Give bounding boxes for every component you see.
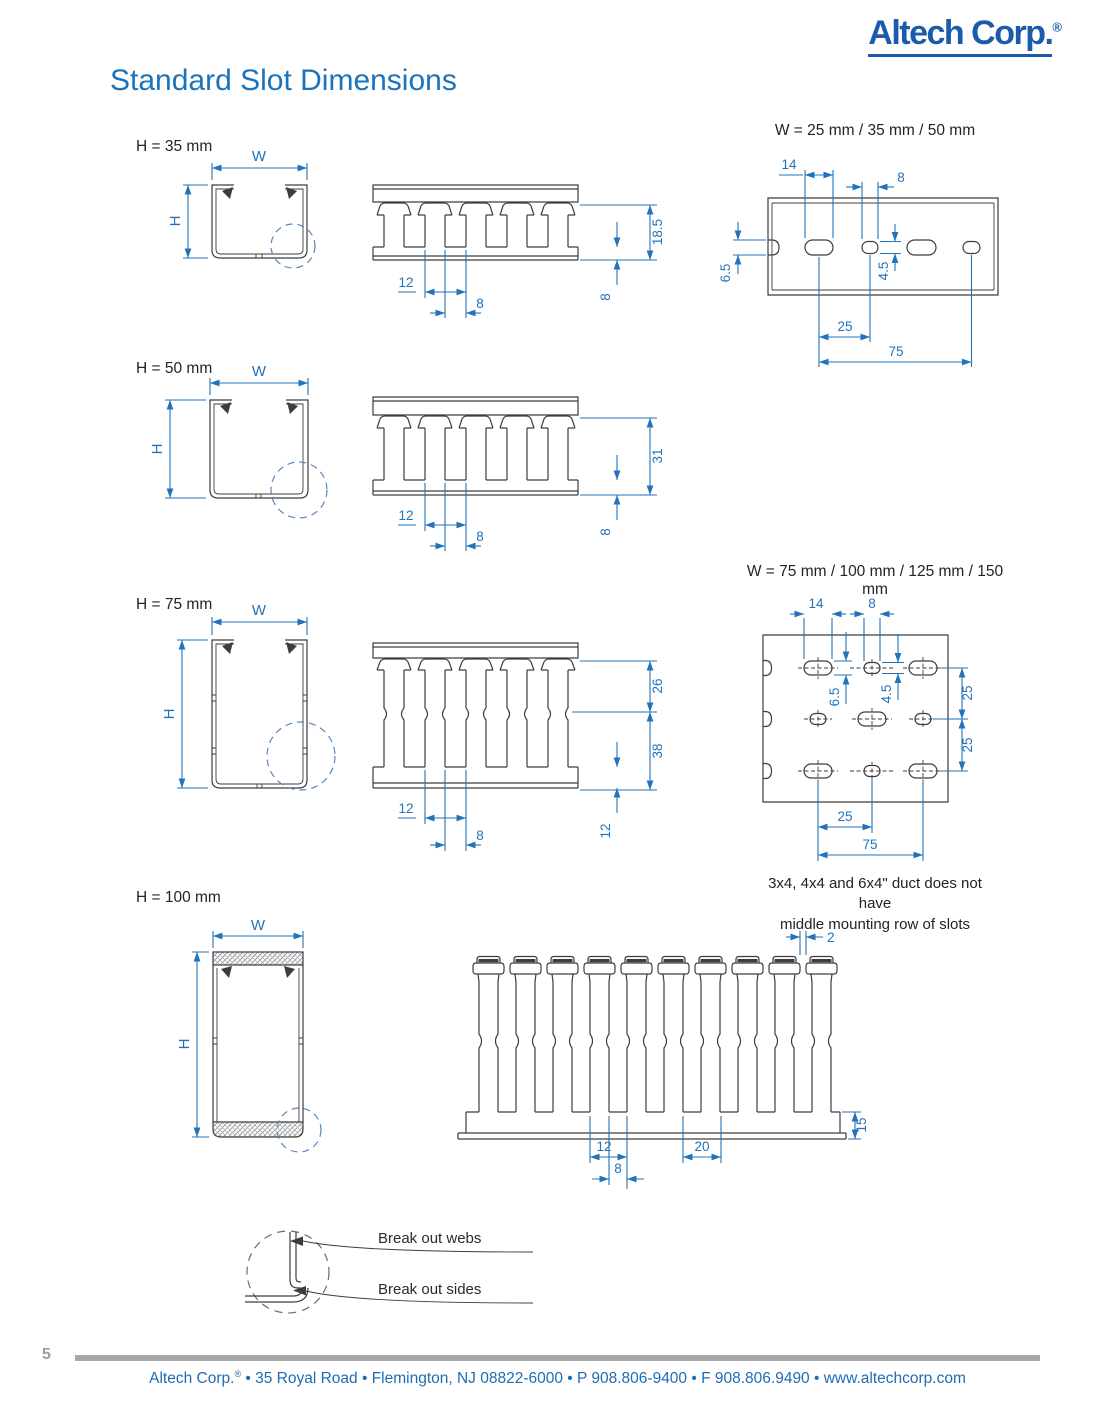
h-label: H — [149, 443, 166, 455]
dim-base-label: 8 — [598, 293, 613, 301]
cross-section-h35-diagram — [150, 148, 345, 283]
slot-large — [805, 240, 833, 255]
footer-company: Altech Corp. — [149, 1370, 235, 1388]
dim-25-row1-label: 25 — [960, 685, 975, 701]
dim-depth-label: 18.5 — [650, 218, 665, 246]
slot-height-small-dimension — [876, 224, 901, 280]
dim-slot-label: 8 — [476, 529, 484, 544]
dim-lower-label: 38 — [650, 743, 665, 759]
w-dimension — [212, 602, 307, 635]
breakout-webs-label: Break out webs — [378, 1230, 482, 1247]
breakout-sides-label: Break out sides — [378, 1281, 482, 1298]
detail-reference-circle — [267, 722, 335, 790]
logo-registered-mark: ® — [1052, 19, 1062, 35]
dim-6-5-label: 6.5 — [827, 687, 842, 707]
corner-profile — [245, 1232, 308, 1302]
plate-body — [763, 635, 948, 802]
slot-large — [907, 240, 936, 255]
page-title: Standard Slot Dimensions — [110, 64, 457, 97]
plate-large-title: W = 75 mm / 100 mm / 125 mm / 150 mm — [746, 563, 1004, 598]
dim-75-col-label: 75 — [862, 837, 878, 852]
row-spacing-dimensions — [933, 668, 975, 771]
lower-depth-dimension — [580, 712, 665, 790]
slot-height-dimension — [718, 222, 766, 282]
hatched-cover — [213, 952, 303, 965]
plate-note-line1: 3x4, 4x4 and 6x4" duct does not have — [768, 875, 982, 913]
logo-text: Altech Corp. — [868, 14, 1052, 57]
dim-pitch-label: 12 — [398, 508, 414, 523]
plate-note-line2: middle mounting row of slots — [779, 915, 971, 933]
depth-dimension — [580, 205, 665, 260]
cross-section-h100-diagram — [160, 917, 345, 1165]
hatched-base — [213, 1122, 303, 1137]
dim-25-row2-label: 25 — [960, 737, 975, 753]
dim-2-label: 2 — [827, 930, 835, 945]
page-number: 5 — [42, 1346, 51, 1363]
duct-cross-section — [213, 952, 321, 1152]
dim-4-5-label: 4.5 — [876, 261, 891, 281]
slot-pitch-dimensions — [590, 1116, 721, 1189]
spacing-dimensions — [819, 255, 972, 367]
dim-8-label: 8 — [868, 596, 876, 611]
w-label: W — [251, 148, 267, 165]
depth-dimension — [580, 418, 665, 495]
altech-logo — [868, 16, 1062, 50]
h-dimension — [167, 185, 208, 258]
slot-length-dimension — [790, 596, 846, 659]
upper-depth-dimension — [572, 661, 665, 712]
h-label: H — [167, 215, 184, 227]
dim-wide-label: 20 — [694, 1139, 710, 1154]
duct-cross-section — [212, 185, 315, 268]
dim-75-label: 75 — [888, 344, 904, 359]
slot-length-small-dimension — [850, 596, 894, 661]
duct-profile — [373, 397, 578, 495]
latch-hooks — [221, 966, 295, 978]
slot-height-small-dimension — [879, 634, 904, 703]
dim-base-label: 8 — [598, 528, 613, 536]
dim-pitch-label: 12 — [398, 275, 414, 290]
dim-4-5-label: 4.5 — [879, 684, 894, 704]
breakout-detail-diagram — [235, 1212, 545, 1327]
dim-pitch-label: 12 — [398, 801, 414, 816]
slot-small — [862, 242, 878, 254]
finger-profile-h75-diagram — [365, 638, 680, 863]
finger-profile-h50-diagram — [365, 392, 680, 567]
duct-profile — [373, 643, 578, 788]
dim-14-label: 14 — [808, 596, 824, 611]
slot-pitch-dimensions — [398, 770, 484, 851]
duct-profile — [458, 957, 846, 1140]
slot-pitch-dimensions — [398, 483, 484, 551]
slot-height-dimension — [827, 632, 852, 706]
footer-registered-mark: ® — [234, 1369, 242, 1379]
dim-25-col-label: 25 — [837, 809, 853, 824]
w-label: W — [250, 917, 266, 934]
plate-large-diagram — [720, 590, 1010, 870]
dim-base-label: 12 — [598, 823, 613, 839]
section-label-h50: H = 50 mm — [136, 360, 213, 377]
duct-profile — [373, 185, 578, 260]
column-spacing-dimensions — [818, 779, 923, 862]
section-label-h100: H = 100 mm — [136, 889, 221, 906]
section-label-h35: H = 35 mm — [136, 138, 213, 155]
dim-upper-label: 26 — [650, 678, 665, 694]
w-label: W — [251, 363, 267, 380]
slot-small — [963, 242, 980, 254]
w-dimension — [212, 148, 307, 180]
finger-profile-h35-diagram — [365, 180, 680, 325]
dim-15-label: 15 — [854, 1117, 869, 1133]
rail-small-diagram — [700, 150, 1040, 375]
web-dimension — [786, 930, 835, 955]
h-dimension — [176, 952, 209, 1137]
dim-14-label: 14 — [781, 157, 797, 172]
h-dimension — [149, 400, 206, 498]
w-dimension — [210, 363, 308, 395]
section-label-h75: H = 75 mm — [136, 596, 213, 613]
detail-reference-circle — [271, 462, 327, 518]
dim-slot-label: 8 — [476, 296, 484, 311]
finger-profile-h100-diagram — [450, 925, 880, 1195]
dim-25-label: 25 — [837, 319, 853, 334]
duct-cross-section — [212, 640, 335, 790]
rail-small-title: W = 25 mm / 35 mm / 50 mm — [774, 122, 976, 139]
dim-slot-label: 8 — [614, 1161, 622, 1176]
h-label: H — [176, 1038, 193, 1050]
slot-length-small-dimension — [846, 170, 905, 239]
w-label: W — [251, 602, 267, 619]
dim-pitch-label: 12 — [596, 1139, 612, 1154]
w-dimension — [213, 917, 303, 948]
dim-8-label: 8 — [897, 170, 905, 185]
base-dimension — [598, 222, 617, 301]
duct-cross-section — [210, 400, 327, 518]
dim-slot-label: 8 — [476, 828, 484, 843]
footer-address: • 35 Royal Road • Flemington, NJ 08822-6000 • P 908.806-9400 • F 908.806.9490 • www.altechcorp.com — [241, 1370, 966, 1388]
h-dimension — [161, 640, 208, 788]
h-label: H — [161, 708, 178, 720]
footer-address-line — [75, 1369, 1040, 1388]
detail-reference-circle — [271, 224, 315, 268]
dim-depth-label: 31 — [650, 448, 665, 464]
dim-6-5-label: 6.5 — [718, 263, 733, 283]
footer-divider-bar — [75, 1355, 1040, 1361]
